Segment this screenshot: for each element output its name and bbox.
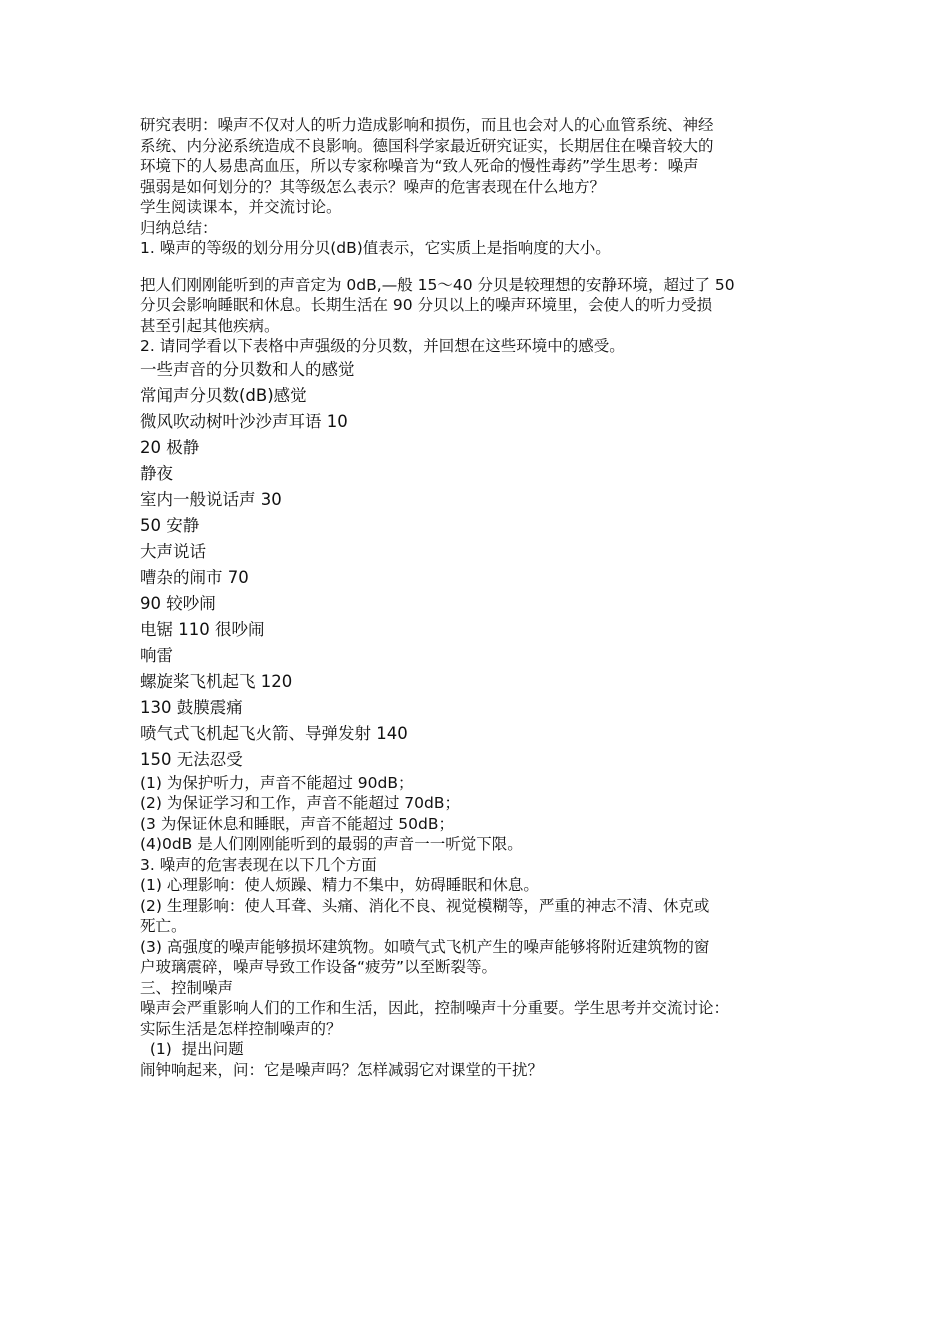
table-row: 嘈杂的闹市 70 — [140, 567, 249, 587]
noise-hazards — [140, 855, 830, 978]
list-item: (1) 心理影响：使人烦躁、精力不集中，妨碍睡眠和休息。 — [140, 876, 539, 894]
table-row: 130 鼓膜震痛 — [140, 697, 243, 717]
list-item: (1) 为保护听力，声音不能超过 90dB； — [140, 773, 414, 792]
text-line: 分贝会影响睡眠和休息。长期生活在 90 分贝以上的噪声环境里，会使人的听力受损 — [140, 296, 713, 314]
table-row: 90 较吵闹 — [140, 593, 216, 613]
numbered-item: 2. 请同学看以下表格中声强级的分贝数，并回想在这些环境中的感受。 — [140, 337, 625, 355]
text-line: 强弱是如何划分的？其等级怎么表示？噪声的危害表现在什么地方？ — [140, 177, 606, 196]
text-line: 学生阅读课本，并交流讨论。 — [140, 198, 342, 216]
decibel-table — [140, 357, 830, 773]
list-item: (3) 高强度的噪声能够损坏建筑物。如喷气式飞机产生的噪声能够将附近建筑物的窗 — [140, 937, 710, 956]
table-row: 150 无法忍受 — [140, 749, 243, 769]
list-item: (2) 为保证学习和工作，声音不能超过 70dB； — [140, 794, 461, 812]
table-row: 室内一般说话声 30 — [140, 489, 282, 509]
table-title: 一些声音的分贝数和人的感觉 — [140, 359, 355, 379]
document-page — [140, 115, 830, 1080]
table-row: 静夜 — [140, 463, 173, 483]
table-row: 电锯 110 很吵闹 — [140, 619, 265, 639]
table-row: 50 安静 — [140, 515, 200, 535]
text-line: 甚至引起其他疾病。 — [140, 316, 280, 335]
section-heading: 三、控制噪声 — [140, 978, 234, 997]
text-line: 环境下的人易患高血压，所以专家称噪音为“致人死命的慢性毒药”学生思考：噪声 — [140, 157, 699, 175]
list-item: (2) 生理影响：使人耳聋、头痛、消化不良、视觉模糊等，严重的神志不清、休克或 — [140, 896, 710, 915]
table-row: 20 极静 — [140, 437, 200, 457]
table-row: 响雷 — [140, 645, 173, 665]
text-line: 把人们刚刚能听到的声音定为 0dB,—般 15〜40 分贝是较理想的安静环境，超过了 50 — [140, 275, 735, 294]
noise-limits — [140, 773, 830, 855]
table-row: 螺旋桨飞机起飞 120 — [140, 671, 293, 691]
decibel-paragraph — [140, 275, 830, 357]
intro-section — [140, 115, 830, 259]
list-item: (3 为保证休息和睡眠，声音不能超过 50dB； — [140, 814, 454, 833]
numbered-item: 1. 噪声的等级的划分用分贝(dB)值表示，它实质上是指响度的大小。 — [140, 239, 611, 257]
table-row: 大声说话 — [140, 541, 206, 561]
table-row: 喷气式飞机起飞火箭、导弹发射 140 — [140, 723, 408, 743]
spacer — [140, 259, 830, 275]
text-line: 闹钟响起来，问：它是噪声吗？怎样减弱它对课堂的干扰？ — [140, 1060, 544, 1079]
text-line: 户玻璃震碎，噪声导致工作设备“疲劳”以至断裂等。 — [140, 958, 498, 976]
list-item: (1) 提出问题 — [140, 1040, 244, 1058]
table-header: 常闻声分贝数(dB)感觉 — [140, 385, 307, 405]
control-noise-section — [140, 978, 830, 1081]
text-line: 死亡。 — [140, 917, 187, 935]
text-line: 系统、内分泌系统造成不良影响。德国科学家最近研究证实，长期居住在噪音较大的 — [140, 136, 714, 155]
table-row: 微风吹动树叶沙沙声耳语 10 — [140, 411, 348, 431]
list-item: (4)0dB 是人们刚刚能听到的最弱的声音一一听觉下限。 — [140, 835, 523, 853]
numbered-item: 3. 噪声的危害表现在以下几个方面 — [140, 855, 377, 874]
text-line: 归纳总结： — [140, 218, 218, 237]
text-line: 实际生活是怎样控制噪声的？ — [140, 1019, 342, 1038]
text-line: 噪声会严重影响人们的工作和生活，因此，控制噪声十分重要。学生思考并交流讨论： — [140, 999, 730, 1017]
text-line: 研究表明：噪声不仅对人的听力造成影响和损伤，而且也会对人的心血管系统、神经 — [140, 116, 714, 134]
